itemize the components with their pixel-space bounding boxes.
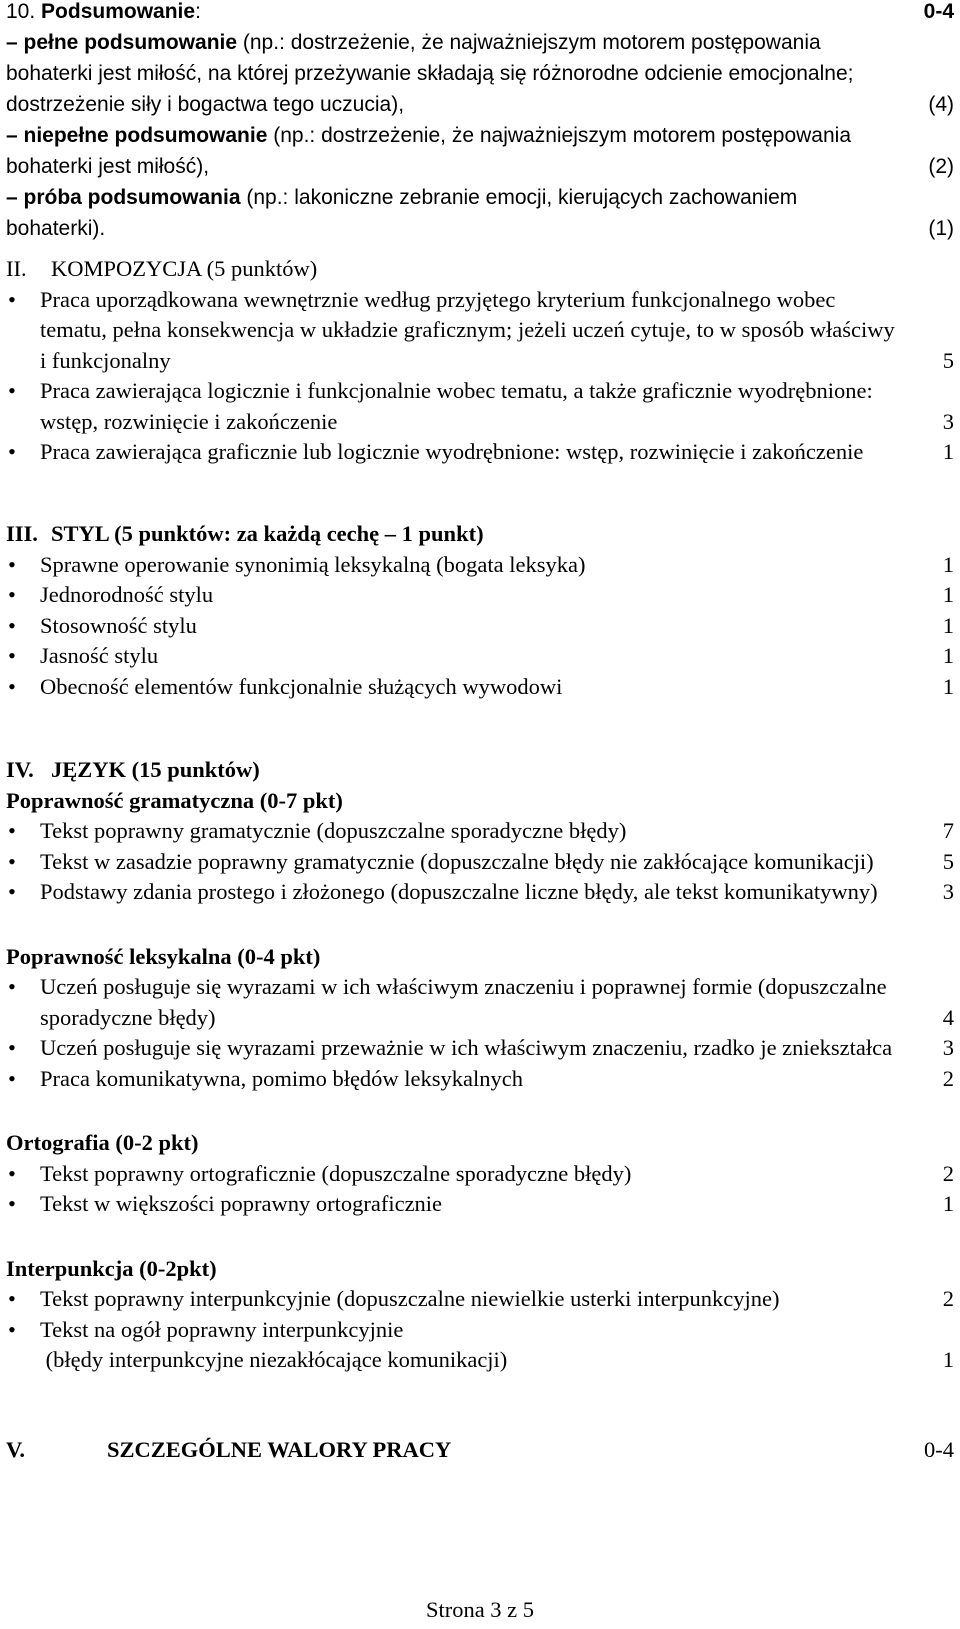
bullet-icon: • bbox=[8, 439, 16, 464]
bullet-icon: • bbox=[8, 1035, 16, 1060]
criteria-points: 1 bbox=[942, 551, 954, 577]
bullet-icon: • bbox=[8, 1286, 16, 1311]
style-section bbox=[6, 519, 954, 702]
criteria-text: Obecność elementów funkcjonalnie służących wywodowi bbox=[40, 673, 563, 699]
bullet-icon: • bbox=[8, 1160, 16, 1186]
criteria-text: Praca zawierająca logicznie i funkcjonalnie wobec tematu, a także graficznie wyodrębnione: wstęp, rozwinięcie i zakończenie bbox=[40, 378, 873, 434]
criteria-text: Tekst w większości poprawny ortograficznie bbox=[40, 1191, 443, 1216]
summary-row-points: (2) bbox=[928, 155, 954, 178]
bullet-icon: • bbox=[8, 1065, 16, 1091]
criteria-item bbox=[6, 972, 954, 1033]
criteria-item bbox=[6, 1159, 954, 1190]
special-merits-heading bbox=[6, 1435, 954, 1466]
bullet-icon: • bbox=[8, 848, 16, 874]
criteria-points: 1 bbox=[942, 1191, 954, 1216]
criteria-item bbox=[6, 550, 954, 581]
section-title: STYL (5 punktów: za każdą cechę – 1 punkt) bbox=[51, 521, 484, 546]
criteria-points: 1 bbox=[942, 612, 954, 638]
criteria-item bbox=[6, 1284, 954, 1315]
criteria-text: Praca zawierająca graficznie lub logicznie wyodrębnione: wstęp, rozwinięcie i zakończenie bbox=[40, 439, 864, 464]
lexical-criteria-list bbox=[6, 972, 954, 1094]
criteria-points: 1 bbox=[942, 673, 954, 699]
summary-number: 10. bbox=[6, 0, 36, 23]
criteria-item bbox=[6, 847, 954, 878]
summary-row-partial bbox=[6, 120, 954, 182]
summary-row-points: (1) bbox=[928, 217, 954, 240]
criteria-item bbox=[6, 877, 954, 908]
criteria-text-continued: (błędy interpunkcyjne niezakłócające komunikacji) bbox=[40, 1347, 508, 1372]
criteria-points: 1 bbox=[942, 1347, 954, 1372]
criteria-item bbox=[6, 285, 954, 377]
style-criteria-list bbox=[6, 550, 954, 703]
criteria-item bbox=[6, 611, 954, 642]
composition-section bbox=[6, 254, 954, 468]
bullet-icon: • bbox=[8, 582, 16, 607]
section-title: KOMPOZYCJA (5 punktów) bbox=[51, 256, 318, 281]
criteria-item bbox=[6, 672, 954, 703]
criteria-item bbox=[6, 1315, 954, 1376]
bullet-icon: • bbox=[8, 974, 16, 999]
criteria-text: Jednorodność stylu bbox=[40, 582, 214, 607]
criteria-item bbox=[6, 376, 954, 437]
page-number: Strona 3 z 5 bbox=[425, 1597, 535, 1622]
composition-heading bbox=[6, 254, 954, 285]
bullet-icon: • bbox=[8, 673, 16, 699]
summary-title-colon: : bbox=[195, 0, 201, 23]
language-heading bbox=[6, 755, 954, 786]
criteria-points: 7 bbox=[942, 818, 954, 843]
criteria-item bbox=[6, 641, 954, 672]
criteria-points: 1 bbox=[942, 582, 954, 607]
criteria-item bbox=[6, 816, 954, 847]
bullet-icon: • bbox=[8, 818, 16, 843]
criteria-text: Podstawy zdania prostego i złożonego (dopuszczalne liczne błędy, ale tekst komunikatywny) bbox=[40, 879, 878, 904]
criteria-text: Uczeń posługuje się wyrazami przeważnie w ich właściwym znaczeniu, rzadko je zniekształca bbox=[40, 1035, 893, 1060]
criteria-points: 1 bbox=[942, 643, 954, 668]
criteria-text: Sprawne operowanie synonimią leksykalną (bogata leksyka) bbox=[40, 551, 586, 577]
criteria-item bbox=[6, 1064, 954, 1095]
summary-total-points: 0-4 bbox=[923, 0, 954, 23]
criteria-points: 5 bbox=[942, 848, 954, 874]
style-heading bbox=[6, 519, 954, 550]
summary-row-lead: – próba podsumowania bbox=[6, 186, 241, 209]
criteria-points: 3 bbox=[942, 408, 954, 434]
bullet-icon: • bbox=[8, 378, 16, 403]
punctuation-criteria-list bbox=[6, 1284, 954, 1376]
summary-row-text: (np.: lakoniczne zebranie emocji, kierujących zachowaniem bohaterki). bbox=[6, 186, 798, 240]
summary-row-text: (np.: dostrzeżenie, że najważniejszym motorem postępowania bohaterki jest miłość), bbox=[6, 124, 852, 178]
spelling-subheading: Ortografia (0-2 pkt) bbox=[6, 1130, 199, 1155]
summary-heading bbox=[6, 0, 954, 27]
criteria-text: Tekst na ogół poprawny interpunkcyjnie bbox=[40, 1316, 404, 1342]
criteria-item bbox=[6, 1189, 954, 1220]
criteria-item bbox=[6, 580, 954, 611]
criteria-item bbox=[6, 437, 954, 468]
punctuation-subheading: Interpunkcja (0-2pkt) bbox=[6, 1255, 217, 1281]
criteria-text: Uczeń posługuje się wyrazami w ich właściwym znaczeniu i poprawnej formie (dopuszczalne sporadyczne błędy) bbox=[40, 974, 887, 1030]
composition-criteria-list bbox=[6, 285, 954, 468]
criteria-points: 4 bbox=[942, 1004, 954, 1030]
bullet-icon: • bbox=[8, 879, 16, 904]
special-merits-section bbox=[6, 1435, 954, 1466]
criteria-text: Stosowność stylu bbox=[40, 612, 197, 638]
criteria-text: Tekst w zasadzie poprawny gramatycznie (dopuszczalne błędy nie zakłócające komunikacji) bbox=[40, 848, 874, 874]
criteria-points: 5 bbox=[942, 347, 954, 373]
section-number: III. bbox=[6, 521, 38, 546]
criteria-text: Jasność stylu bbox=[40, 643, 159, 668]
section-number: V. bbox=[6, 1437, 25, 1462]
criteria-text: Praca komunikatywna, pomimo błędów leksykalnych bbox=[40, 1065, 524, 1091]
language-section bbox=[6, 755, 954, 1376]
criteria-points: 2 bbox=[942, 1160, 954, 1186]
bullet-icon: • bbox=[8, 1316, 16, 1342]
section-title: SZCZEGÓLNE WALORY PRACY bbox=[107, 1437, 452, 1462]
criteria-text: Tekst poprawny interpunkcyjnie (dopuszczalne niewielkie usterki interpunkcyjne) bbox=[40, 1286, 780, 1311]
summary-row-lead: – pełne podsumowanie bbox=[6, 31, 238, 54]
summary-title: Podsumowanie bbox=[41, 0, 196, 23]
summary-row-points: (4) bbox=[928, 93, 954, 116]
bullet-icon: • bbox=[8, 612, 16, 638]
summary-row-lead: – niepełne podsumowanie bbox=[6, 124, 268, 147]
criteria-points: 3 bbox=[942, 1035, 954, 1060]
grammar-criteria-list bbox=[6, 816, 954, 908]
summary-row-attempt bbox=[6, 182, 954, 244]
bullet-icon: • bbox=[8, 286, 16, 312]
criteria-text: Tekst poprawny gramatycznie (dopuszczalne sporadyczne błędy) bbox=[40, 818, 627, 843]
spelling-criteria-list bbox=[6, 1159, 954, 1220]
criteria-points: 1 bbox=[942, 439, 954, 464]
criteria-points: 2 bbox=[942, 1286, 954, 1311]
bullet-icon: • bbox=[8, 643, 16, 668]
grammar-subheading: Poprawność gramatyczna (0-7 pkt) bbox=[6, 787, 343, 813]
criteria-item bbox=[6, 1033, 954, 1064]
lexical-subheading: Poprawność leksykalna (0-4 pkt) bbox=[6, 943, 321, 969]
criteria-text: Tekst poprawny ortograficznie (dopuszczalne sporadyczne błędy) bbox=[40, 1160, 632, 1186]
criteria-points: 3 bbox=[942, 879, 954, 904]
summary-row-text: (np.: dostrzeżenie, że najważniejszym motorem postępowania bohaterki jest miłość, na której przeżywanie składają się różnorodne odcienie emocjonalne; dostrzeżenie siły i bogactwa tego uczucia), bbox=[6, 31, 854, 116]
bullet-icon: • bbox=[8, 551, 16, 577]
section-number: IV. bbox=[6, 757, 34, 782]
special-merits-points: 0-4 bbox=[924, 1437, 954, 1462]
section-number: II. bbox=[6, 256, 27, 281]
bullet-icon: • bbox=[8, 1191, 16, 1216]
criteria-points: 2 bbox=[942, 1065, 954, 1091]
summary-row-full bbox=[6, 27, 954, 120]
criteria-text: Praca uporządkowana wewnętrznie według przyjętego kryterium funkcjonalnego wobec tematu, pełna konsekwencja w układzie graficznym; jeżeli uczeń cytuje, to w sposób właściwy i funkcjonalny bbox=[40, 286, 895, 373]
section-title: JĘZYK (15 punktów) bbox=[51, 757, 260, 782]
summary-section bbox=[6, 0, 954, 244]
